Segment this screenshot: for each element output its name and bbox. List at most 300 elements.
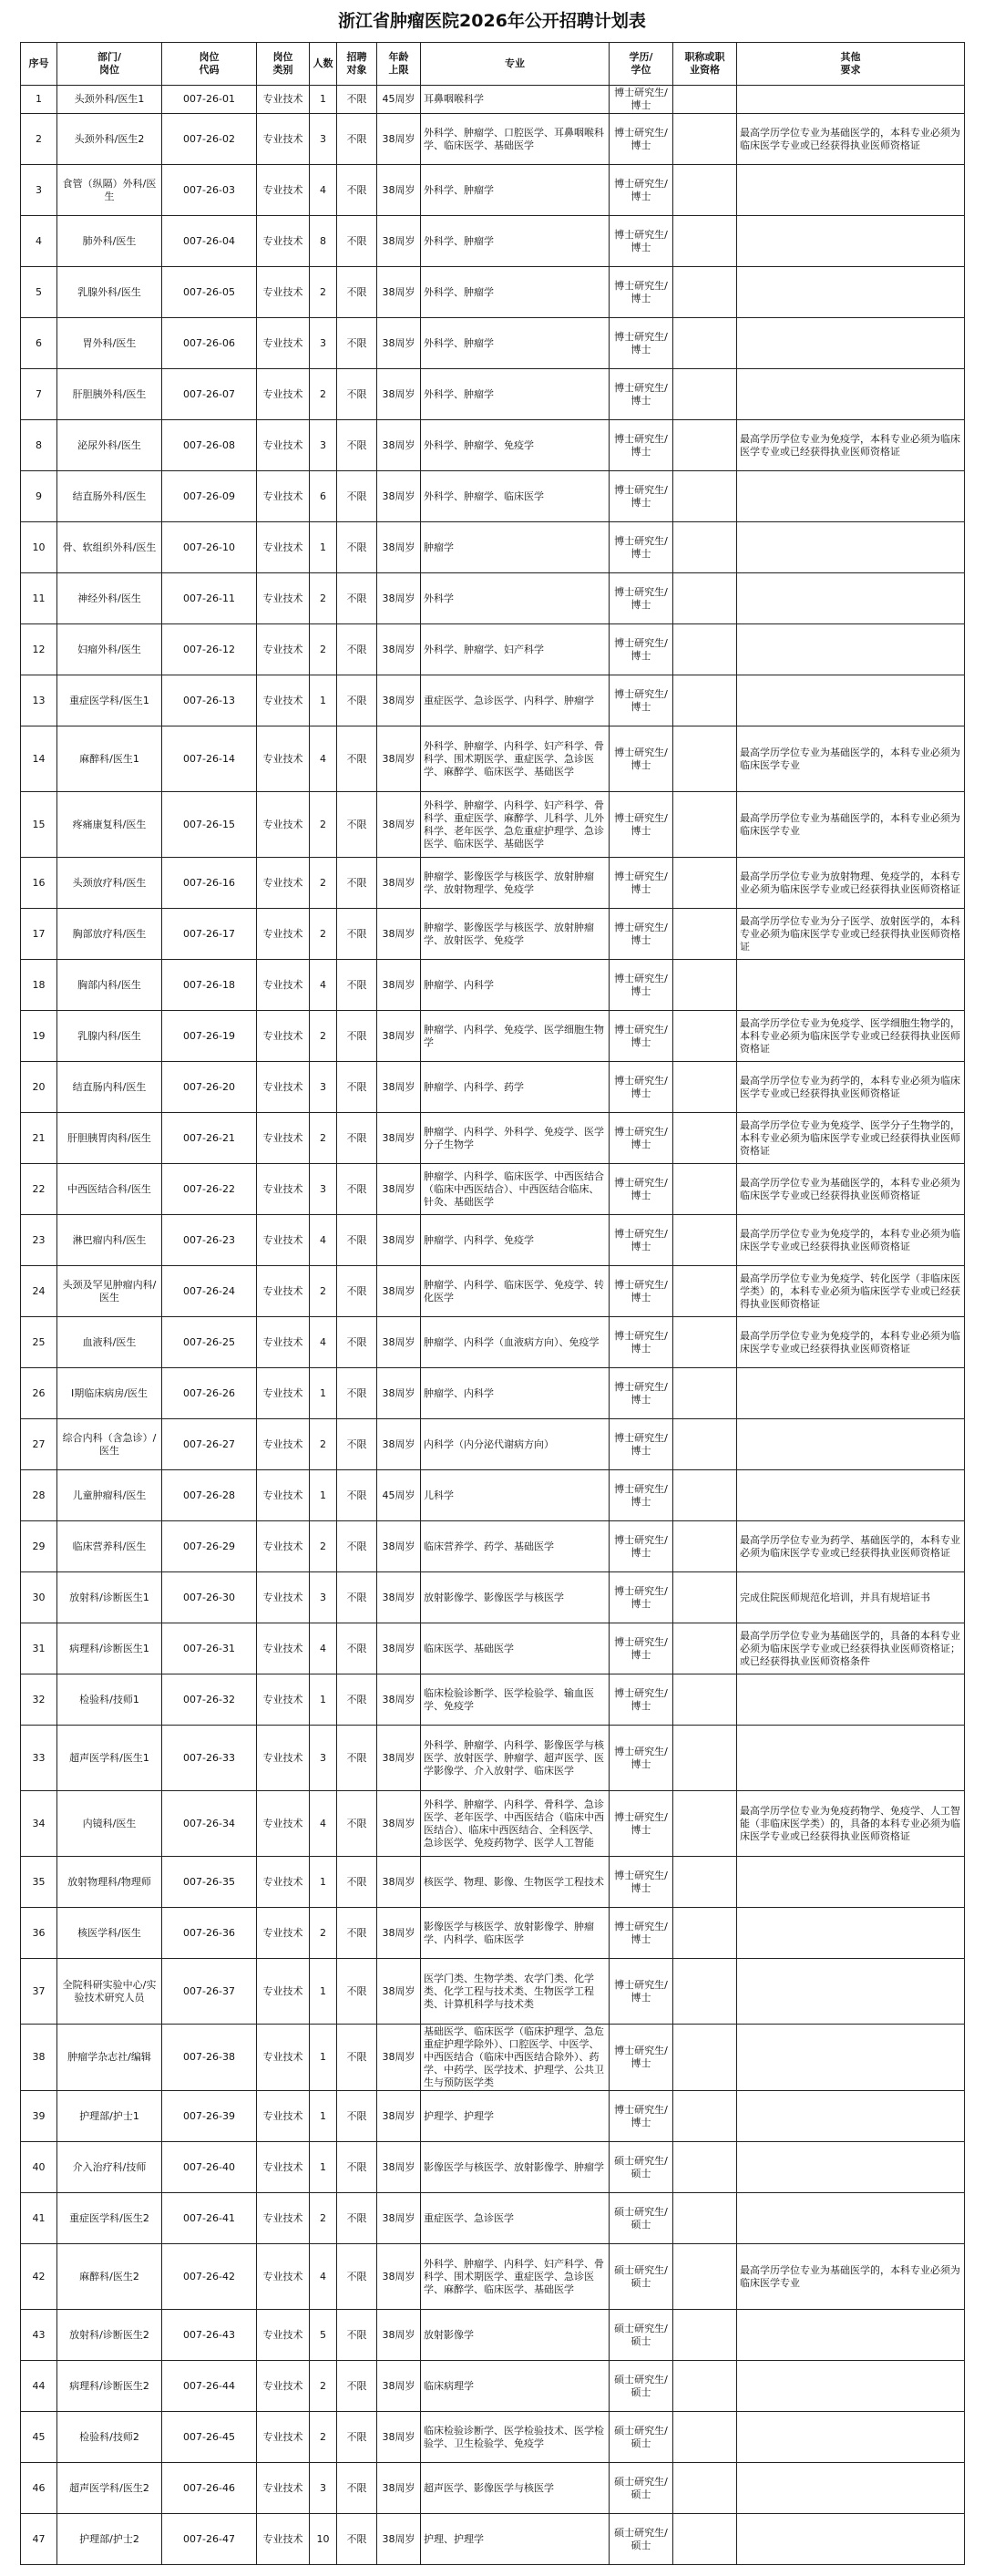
row-target-cell: 不限 — [337, 86, 377, 114]
row-code-cell: 007-26-05 — [162, 267, 257, 318]
row-other-cell — [737, 1470, 965, 1521]
row-count-cell: 4 — [310, 165, 337, 216]
row-other-cell: 最高学历学位专业为免疫药物学、免疫学、人工智能（非临床医学类）的，具备的本科专业必须为临床医学专业或已经获得执业医师资格证 — [737, 1791, 965, 1857]
row-title-cell — [673, 1368, 737, 1419]
row-degree-cell: 博士研究生/博士 — [610, 1470, 673, 1521]
table-row — [21, 1908, 965, 1959]
row-count-cell: 2 — [310, 2193, 337, 2244]
row-other-cell — [737, 2412, 965, 2463]
row-index-cell: 10 — [21, 522, 57, 573]
row-dept-cell: 放射科/诊断医生1 — [57, 1572, 162, 1623]
row-major-cell: 外科学、肿瘤学 — [421, 165, 610, 216]
row-index-cell: 28 — [21, 1470, 57, 1521]
row-dept-cell: 麻醉科/医生1 — [57, 726, 162, 792]
row-index-cell: 8 — [21, 420, 57, 471]
row-other-cell: 最高学历学位专业为基础医学的，具备的本科专业必须为临床医学专业或已经获得执业医师资格证；或已经获得执业医师资格条件 — [737, 1623, 965, 1674]
row-degree-cell: 博士研究生/博士 — [610, 1908, 673, 1959]
table-row — [21, 2244, 965, 2310]
row-target-cell: 不限 — [337, 1674, 377, 1726]
row-age-cell: 38周岁 — [377, 471, 421, 522]
row-code-cell: 007-26-26 — [162, 1368, 257, 1419]
row-category-cell: 专业技术 — [257, 1113, 310, 1164]
table-row — [21, 165, 965, 216]
row-dept-cell: 儿童肿瘤科/医生 — [57, 1470, 162, 1521]
row-other-cell — [737, 1857, 965, 1908]
row-degree-cell: 博士研究生/博士 — [610, 960, 673, 1011]
row-other-cell — [737, 960, 965, 1011]
row-target-cell: 不限 — [337, 1215, 377, 1266]
row-other-cell — [737, 1368, 965, 1419]
row-degree-cell: 硕士研究生/硕士 — [610, 2244, 673, 2310]
row-index-cell: 24 — [21, 1266, 57, 1317]
row-count-cell: 1 — [310, 1857, 337, 1908]
row-category-cell: 专业技术 — [257, 1419, 310, 1470]
row-title-cell — [673, 960, 737, 1011]
row-code-cell: 007-26-38 — [162, 2025, 257, 2091]
row-age-cell: 38周岁 — [377, 267, 421, 318]
table-row — [21, 2091, 965, 2142]
table-row — [21, 573, 965, 624]
row-index-cell: 25 — [21, 1317, 57, 1368]
row-dept-cell: 内镜科/医生 — [57, 1791, 162, 1857]
row-major-cell: 外科学、肿瘤学 — [421, 216, 610, 267]
col-age-header: 年龄 上限 — [377, 43, 421, 86]
row-target-cell: 不限 — [337, 2193, 377, 2244]
row-category-cell: 专业技术 — [257, 318, 310, 369]
row-target-cell: 不限 — [337, 1791, 377, 1857]
row-target-cell: 不限 — [337, 114, 377, 165]
row-degree-cell: 博士研究生/博士 — [610, 1419, 673, 1470]
row-title-cell — [673, 2193, 737, 2244]
row-index-cell: 11 — [21, 573, 57, 624]
row-target-cell: 不限 — [337, 522, 377, 573]
table-row — [21, 114, 965, 165]
row-index-cell: 42 — [21, 2244, 57, 2310]
row-title-cell — [673, 2142, 737, 2193]
row-index-cell: 32 — [21, 1674, 57, 1726]
row-target-cell: 不限 — [337, 2514, 377, 2565]
row-category-cell: 专业技术 — [257, 1011, 310, 1062]
row-target-cell: 不限 — [337, 573, 377, 624]
table-row — [21, 1266, 965, 1317]
row-category-cell: 专业技术 — [257, 960, 310, 1011]
row-degree-cell: 博士研究生/博士 — [610, 369, 673, 420]
row-count-cell: 1 — [310, 1959, 337, 2025]
row-age-cell: 38周岁 — [377, 1726, 421, 1791]
row-other-cell — [737, 675, 965, 726]
row-category-cell: 专业技术 — [257, 1674, 310, 1726]
row-degree-cell: 博士研究生/博士 — [610, 624, 673, 675]
row-dept-cell: 检验科/技师1 — [57, 1674, 162, 1726]
row-title-cell — [673, 2091, 737, 2142]
row-title-cell — [673, 114, 737, 165]
row-degree-cell: 博士研究生/博士 — [610, 1011, 673, 1062]
row-index-cell: 20 — [21, 1062, 57, 1113]
row-other-cell: 最高学历学位专业为基础医学的，本科专业必须为临床医学专业 — [737, 2244, 965, 2310]
row-major-cell: 基础医学、临床医学（临床护理学、急危重症护理学除外）、口腔医学、中医学、中西医结合（临床中西医结合除外）、药学、中药学、医学技术、护理学、公共卫生与预防医学类 — [421, 2025, 610, 2091]
col-other-header: 其他 要求 — [737, 43, 965, 86]
row-other-cell — [737, 2193, 965, 2244]
row-index-cell: 43 — [21, 2310, 57, 2361]
row-degree-cell: 博士研究生/博士 — [610, 858, 673, 909]
row-category-cell: 专业技术 — [257, 1959, 310, 2025]
row-code-cell: 007-26-41 — [162, 2193, 257, 2244]
row-degree-cell: 博士研究生/博士 — [610, 675, 673, 726]
row-index-cell: 14 — [21, 726, 57, 792]
row-target-cell: 不限 — [337, 858, 377, 909]
row-major-cell: 外科学、肿瘤学 — [421, 369, 610, 420]
row-title-cell — [673, 1266, 737, 1317]
row-dept-cell: 疼痛康复科/医生 — [57, 792, 162, 858]
row-code-cell: 007-26-06 — [162, 318, 257, 369]
row-count-cell: 2 — [310, 1011, 337, 1062]
row-title-cell — [673, 1164, 737, 1215]
row-degree-cell: 硕士研究生/硕士 — [610, 2514, 673, 2565]
row-degree-cell: 博士研究生/博士 — [610, 216, 673, 267]
row-title-cell — [673, 2025, 737, 2091]
row-title-cell — [673, 909, 737, 960]
row-category-cell: 专业技术 — [257, 2142, 310, 2193]
row-code-cell: 007-26-18 — [162, 960, 257, 1011]
row-degree-cell: 硕士研究生/硕士 — [610, 2361, 673, 2412]
row-dept-cell: 头颈外科/医生2 — [57, 114, 162, 165]
row-other-cell: 最高学历学位专业为药学、基础医学的，本科专业必须为临床医学专业或已经获得执业医师资格证 — [737, 1521, 965, 1572]
row-target-cell: 不限 — [337, 1113, 377, 1164]
row-index-cell: 6 — [21, 318, 57, 369]
row-dept-cell: 病理科/诊断医生2 — [57, 2361, 162, 2412]
row-age-cell: 38周岁 — [377, 1857, 421, 1908]
row-title-cell — [673, 1572, 737, 1623]
table-row — [21, 420, 965, 471]
row-dept-cell: 全院科研实验中心/实验技术研究人员 — [57, 1959, 162, 2025]
row-other-cell — [737, 2310, 965, 2361]
row-code-cell: 007-26-25 — [162, 1317, 257, 1368]
row-count-cell: 1 — [310, 1368, 337, 1419]
row-degree-cell: 博士研究生/博士 — [610, 726, 673, 792]
table-row — [21, 2310, 965, 2361]
row-title-cell — [673, 369, 737, 420]
row-category-cell: 专业技术 — [257, 216, 310, 267]
row-other-cell — [737, 1908, 965, 1959]
row-index-cell: 31 — [21, 1623, 57, 1674]
row-target-cell: 不限 — [337, 2412, 377, 2463]
row-dept-cell: 头颈放疗科/医生 — [57, 858, 162, 909]
row-title-cell — [673, 522, 737, 573]
row-major-cell: 肿瘤学、内科学、免疫学、医学细胞生物学 — [421, 1011, 610, 1062]
row-age-cell: 38周岁 — [377, 216, 421, 267]
row-age-cell: 38周岁 — [377, 1113, 421, 1164]
row-other-cell: 最高学历学位专业为放射物理、免疫学的，本科专业必须为临床医学专业或已经获得执业医师资格证 — [737, 858, 965, 909]
row-code-cell: 007-26-19 — [162, 1011, 257, 1062]
row-index-cell: 33 — [21, 1726, 57, 1791]
row-index-cell: 17 — [21, 909, 57, 960]
row-target-cell: 不限 — [337, 960, 377, 1011]
row-dept-cell: 神经外科/医生 — [57, 573, 162, 624]
row-degree-cell: 博士研究生/博士 — [610, 573, 673, 624]
row-code-cell: 007-26-16 — [162, 858, 257, 909]
row-index-cell: 21 — [21, 1113, 57, 1164]
row-target-cell: 不限 — [337, 369, 377, 420]
row-count-cell: 3 — [310, 1164, 337, 1215]
row-target-cell: 不限 — [337, 1419, 377, 1470]
row-other-cell — [737, 267, 965, 318]
row-age-cell: 38周岁 — [377, 420, 421, 471]
row-count-cell: 4 — [310, 1317, 337, 1368]
row-target-cell: 不限 — [337, 675, 377, 726]
row-degree-cell: 硕士研究生/硕士 — [610, 2463, 673, 2514]
row-age-cell: 38周岁 — [377, 909, 421, 960]
row-degree-cell: 博士研究生/博士 — [610, 1521, 673, 1572]
row-code-cell: 007-26-30 — [162, 1572, 257, 1623]
row-major-cell: 临床医学、基础医学 — [421, 1623, 610, 1674]
row-major-cell: 肿瘤学、影像医学与核医学、放射肿瘤学、放射医学、免疫学 — [421, 909, 610, 960]
row-other-cell — [737, 624, 965, 675]
row-title-cell — [673, 216, 737, 267]
row-title-cell — [673, 318, 737, 369]
table-row — [21, 2025, 965, 2091]
table-row — [21, 1791, 965, 1857]
row-age-cell: 38周岁 — [377, 1164, 421, 1215]
row-other-cell: 最高学历学位专业为免疫学的，本科专业必须为临床医学专业或已经获得执业医师资格证 — [737, 1215, 965, 1266]
row-title-cell — [673, 1317, 737, 1368]
row-target-cell: 不限 — [337, 1470, 377, 1521]
table-row — [21, 1470, 965, 1521]
row-category-cell: 专业技术 — [257, 909, 310, 960]
row-index-cell: 5 — [21, 267, 57, 318]
row-degree-cell: 博士研究生/博士 — [610, 1062, 673, 1113]
row-count-cell: 1 — [310, 1674, 337, 1726]
row-age-cell: 38周岁 — [377, 369, 421, 420]
row-title-cell — [673, 1521, 737, 1572]
row-title-cell — [673, 2514, 737, 2565]
row-target-cell: 不限 — [337, 1062, 377, 1113]
row-index-cell: 40 — [21, 2142, 57, 2193]
row-dept-cell: 妇瘤外科/医生 — [57, 624, 162, 675]
row-major-cell: 外科学、肿瘤学、内科学、妇产科学、骨科学、围术期医学、重症医学、急诊医学、麻醉学、临床医学、基础医学 — [421, 726, 610, 792]
row-degree-cell: 博士研究生/博士 — [610, 1164, 673, 1215]
row-category-cell: 专业技术 — [257, 1726, 310, 1791]
table-row — [21, 909, 965, 960]
row-index-cell: 23 — [21, 1215, 57, 1266]
row-other-cell: 完成住院医师规范化培训，并具有规培证书 — [737, 1572, 965, 1623]
row-title-cell — [673, 420, 737, 471]
row-category-cell: 专业技术 — [257, 675, 310, 726]
row-major-cell: 外科学、肿瘤学 — [421, 318, 610, 369]
row-age-cell: 38周岁 — [377, 2244, 421, 2310]
row-degree-cell: 博士研究生/博士 — [610, 267, 673, 318]
row-count-cell: 5 — [310, 2310, 337, 2361]
row-target-cell: 不限 — [337, 1317, 377, 1368]
row-major-cell: 肿瘤学、内科学、药学 — [421, 1062, 610, 1113]
row-count-cell: 2 — [310, 1266, 337, 1317]
row-index-cell: 27 — [21, 1419, 57, 1470]
row-title-cell — [673, 1011, 737, 1062]
row-category-cell: 专业技术 — [257, 369, 310, 420]
row-degree-cell: 博士研究生/博士 — [610, 471, 673, 522]
row-title-cell — [673, 792, 737, 858]
row-title-cell — [673, 2463, 737, 2514]
row-title-cell — [673, 1726, 737, 1791]
row-code-cell: 007-26-31 — [162, 1623, 257, 1674]
row-category-cell: 专业技术 — [257, 858, 310, 909]
table-row — [21, 1726, 965, 1791]
row-major-cell: 肿瘤学、内科学、临床医学、中西医结合（临床中西医结合）、中西医结合临床、针灸、基础医学 — [421, 1164, 610, 1215]
row-age-cell: 38周岁 — [377, 1266, 421, 1317]
row-index-cell: 2 — [21, 114, 57, 165]
row-count-cell: 3 — [310, 318, 337, 369]
row-age-cell: 38周岁 — [377, 114, 421, 165]
table-row — [21, 960, 965, 1011]
row-dept-cell: 胸部放疗科/医生 — [57, 909, 162, 960]
row-category-cell: 专业技术 — [257, 1317, 310, 1368]
row-code-cell: 007-26-28 — [162, 1470, 257, 1521]
row-code-cell: 007-26-46 — [162, 2463, 257, 2514]
row-target-cell: 不限 — [337, 318, 377, 369]
row-other-cell: 最高学历学位专业为免疫学、医学细胞生物学的，本科专业必须为临床医学专业或已经获得执业医师资格证 — [737, 1011, 965, 1062]
row-major-cell: 肿瘤学、内科学、免疫学 — [421, 1215, 610, 1266]
row-count-cell: 1 — [310, 2025, 337, 2091]
row-age-cell: 38周岁 — [377, 165, 421, 216]
row-target-cell: 不限 — [337, 624, 377, 675]
row-other-cell — [737, 2091, 965, 2142]
row-major-cell: 外科学、肿瘤学、内科学、骨科学、急诊医学、老年医学、中西医结合（临床中西医结合）、临床中西医结合、全科医学、急诊医学、免疫药物学、医学人工智能 — [421, 1791, 610, 1857]
row-degree-cell: 博士研究生/博士 — [610, 1959, 673, 2025]
row-code-cell: 007-26-29 — [162, 1521, 257, 1572]
table-row — [21, 1215, 965, 1266]
row-count-cell: 1 — [310, 2091, 337, 2142]
row-code-cell: 007-26-44 — [162, 2361, 257, 2412]
row-age-cell: 38周岁 — [377, 858, 421, 909]
row-dept-cell: 超声医学科/医生2 — [57, 2463, 162, 2514]
table-row — [21, 216, 965, 267]
row-degree-cell: 博士研究生/博士 — [610, 1572, 673, 1623]
row-code-cell: 007-26-36 — [162, 1908, 257, 1959]
row-degree-cell: 博士研究生/博士 — [610, 792, 673, 858]
row-count-cell: 2 — [310, 792, 337, 858]
row-dept-cell: 血液科/医生 — [57, 1317, 162, 1368]
row-other-cell — [737, 2463, 965, 2514]
row-age-cell: 38周岁 — [377, 1959, 421, 2025]
row-index-cell: 41 — [21, 2193, 57, 2244]
row-target-cell: 不限 — [337, 909, 377, 960]
row-count-cell: 2 — [310, 909, 337, 960]
row-age-cell: 38周岁 — [377, 1419, 421, 1470]
row-code-cell: 007-26-35 — [162, 1857, 257, 1908]
row-code-cell: 007-26-47 — [162, 2514, 257, 2565]
row-dept-cell: 胃外科/医生 — [57, 318, 162, 369]
row-title-cell — [673, 1062, 737, 1113]
row-dept-cell: 介入治疗科/技师 — [57, 2142, 162, 2193]
table-row — [21, 2361, 965, 2412]
row-count-cell: 4 — [310, 1215, 337, 1266]
row-index-cell: 1 — [21, 86, 57, 114]
row-major-cell: 影像医学与核医学、放射影像学、肿瘤学、内科学、临床医学 — [421, 1908, 610, 1959]
row-other-cell — [737, 2361, 965, 2412]
row-other-cell — [737, 1726, 965, 1791]
row-index-cell: 36 — [21, 1908, 57, 1959]
row-degree-cell: 博士研究生/博士 — [610, 1857, 673, 1908]
row-dept-cell: 肿瘤学杂志社/编辑 — [57, 2025, 162, 2091]
row-category-cell: 专业技术 — [257, 1062, 310, 1113]
row-degree-cell: 硕士研究生/硕士 — [610, 2193, 673, 2244]
row-index-cell: 19 — [21, 1011, 57, 1062]
row-other-cell — [737, 471, 965, 522]
row-index-cell: 34 — [21, 1791, 57, 1857]
row-count-cell: 2 — [310, 1113, 337, 1164]
row-dept-cell: 骨、软组织外科/医生 — [57, 522, 162, 573]
table-row — [21, 858, 965, 909]
row-title-cell — [673, 1959, 737, 2025]
row-target-cell: 不限 — [337, 2142, 377, 2193]
row-target-cell: 不限 — [337, 1266, 377, 1317]
row-other-cell — [737, 318, 965, 369]
row-other-cell: 最高学历学位专业为基础医学的，本科专业必须为临床医学专业 — [737, 792, 965, 858]
row-major-cell: 临床营养学、药学、基础医学 — [421, 1521, 610, 1572]
row-dept-cell: 淋巴瘤内科/医生 — [57, 1215, 162, 1266]
row-dept-cell: 乳腺内科/医生 — [57, 1011, 162, 1062]
row-major-cell: 核医学、物理、影像、生物医学工程技术 — [421, 1857, 610, 1908]
row-dept-cell: 核医学科/医生 — [57, 1908, 162, 1959]
row-target-cell: 不限 — [337, 471, 377, 522]
col-code-header: 岗位 代码 — [162, 43, 257, 86]
row-title-cell — [673, 1674, 737, 1726]
row-dept-cell: 泌尿外科/医生 — [57, 420, 162, 471]
row-title-cell — [673, 1857, 737, 1908]
row-age-cell: 38周岁 — [377, 318, 421, 369]
row-other-cell: 最高学历学位专业为基础医学的，本科专业必须为临床医学专业 — [737, 726, 965, 792]
row-major-cell: 外科学、肿瘤学、妇产科学 — [421, 624, 610, 675]
row-target-cell: 不限 — [337, 1164, 377, 1215]
row-dept-cell: 综合内科（含急诊）/医生 — [57, 1419, 162, 1470]
row-index-cell: 15 — [21, 792, 57, 858]
row-other-cell: 最高学历学位专业为免疫学，本科专业必须为临床医学专业或已经获得执业医师资格证 — [737, 420, 965, 471]
row-category-cell: 专业技术 — [257, 114, 310, 165]
row-target-cell: 不限 — [337, 2091, 377, 2142]
row-category-cell: 专业技术 — [257, 165, 310, 216]
row-title-cell — [673, 675, 737, 726]
row-age-cell: 38周岁 — [377, 792, 421, 858]
row-category-cell: 专业技术 — [257, 2193, 310, 2244]
row-code-cell: 007-26-17 — [162, 909, 257, 960]
table-row — [21, 1572, 965, 1623]
row-age-cell: 38周岁 — [377, 1908, 421, 1959]
row-category-cell: 专业技术 — [257, 792, 310, 858]
table-row — [21, 1419, 965, 1470]
row-degree-cell: 博士研究生/博士 — [610, 318, 673, 369]
row-target-cell: 不限 — [337, 1857, 377, 1908]
row-major-cell: 放射影像学 — [421, 2310, 610, 2361]
table-row — [21, 1164, 965, 1215]
row-index-cell: 4 — [21, 216, 57, 267]
row-age-cell: 38周岁 — [377, 2142, 421, 2193]
row-target-cell: 不限 — [337, 1521, 377, 1572]
row-index-cell: 45 — [21, 2412, 57, 2463]
row-title-cell — [673, 2412, 737, 2463]
row-degree-cell: 博士研究生/博士 — [610, 1791, 673, 1857]
table-row — [21, 1674, 965, 1726]
row-target-cell: 不限 — [337, 2361, 377, 2412]
row-degree-cell: 博士研究生/博士 — [610, 522, 673, 573]
row-degree-cell: 博士研究生/博士 — [610, 909, 673, 960]
row-count-cell: 2 — [310, 2412, 337, 2463]
row-title-cell — [673, 858, 737, 909]
row-degree-cell: 博士研究生/博士 — [610, 420, 673, 471]
row-title-cell — [673, 1623, 737, 1674]
row-target-cell: 不限 — [337, 1011, 377, 1062]
table-row — [21, 318, 965, 369]
col-title-header: 职称或职 业资格 — [673, 43, 737, 86]
row-other-cell — [737, 1674, 965, 1726]
